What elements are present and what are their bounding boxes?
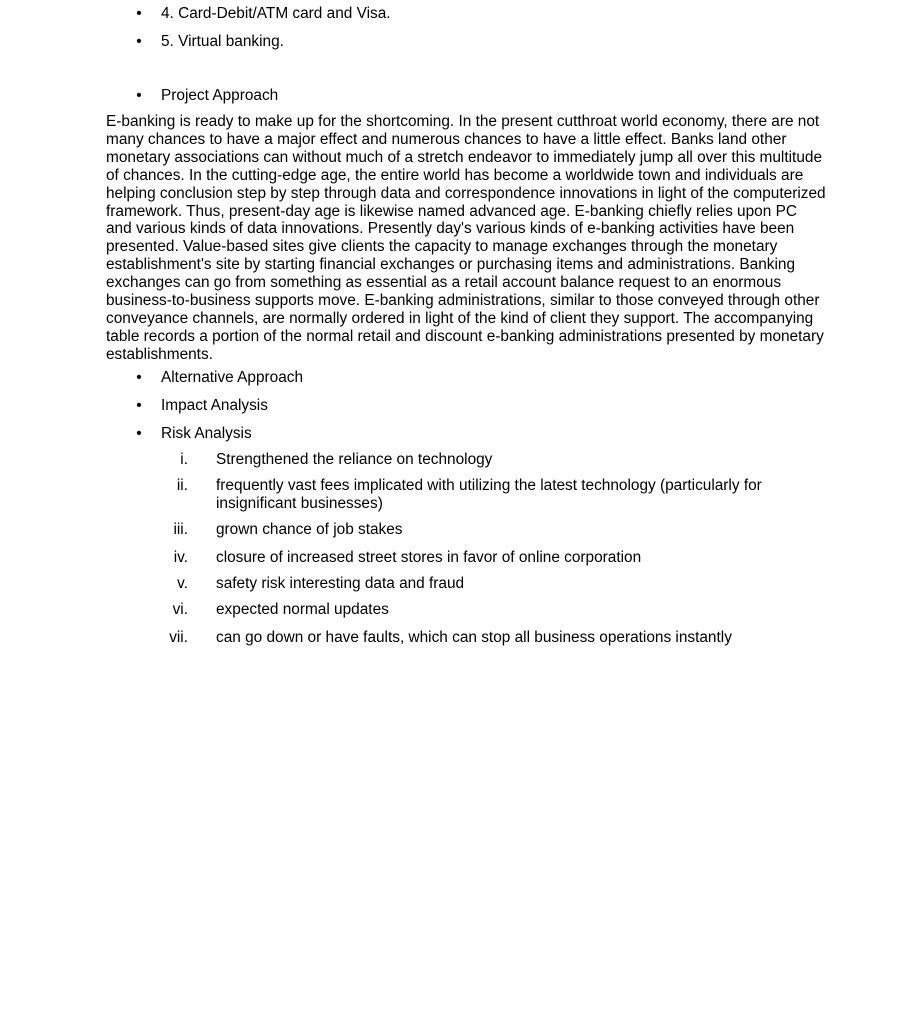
paragraph-line: E-banking is ready to make up for the shortcoming. In the present cutthroat world economy, there are not (106, 113, 820, 130)
list-item-text (216, 601, 796, 619)
list-number: vii. (169, 629, 188, 646)
list-item-text (216, 629, 796, 647)
list-item-text: Impact Analysis (161, 397, 268, 414)
bullet-icon: • (136, 369, 142, 386)
list-item-text (216, 477, 796, 513)
list-number: vi. (172, 601, 188, 618)
paragraph-line: framework. Thus, present-day age is likewise named advanced age. E-banking chiefly relies upon PC (106, 202, 797, 220)
paragraph-line: monetary associations can without much of a stretch endeavor to immediately jump all over this multitude (106, 148, 823, 166)
bullet-icon: • (136, 425, 142, 442)
list-item-text (216, 549, 796, 567)
list-item-line: expected normal updates (216, 601, 389, 618)
bullet-icon: • (136, 5, 142, 22)
paragraph-line: establishments. (106, 345, 213, 363)
list-item-line: can go down or have faults, which can stop all business operations instantly (216, 629, 732, 646)
paragraph-line: exchanges can go from something as essential as a retail account balance request to an enormous (106, 274, 782, 292)
list-number: iii. (173, 521, 188, 538)
paragraph-line: of chances. In the cutting-edge age, the entire world has become a worldwide town and individuals are (106, 166, 804, 184)
list-item-text: Alternative Approach (161, 369, 304, 386)
list-item-line: frequently vast fees implicated with utilizing the latest technology (particularly for (216, 477, 762, 494)
bullet-icon: • (136, 397, 142, 414)
list-item-line: Strengthened the reliance on technology (216, 451, 493, 468)
paragraph-line: conveyance channels, are normally ordered in light of the kind of client they support. The accompanying (106, 309, 814, 327)
list-number: ii. (176, 477, 188, 494)
paragraph-line: and various kinds of data innovations. Presently day's various kinds of e-banking activities have been (106, 220, 795, 238)
list-number: iv. (173, 549, 188, 566)
list-item-line: closure of increased street stores in favor of online corporation (216, 549, 642, 566)
list-item-line: insignificant businesses) (216, 495, 383, 512)
list-item-text: 4. Card-Debit/ATM card and Visa. (161, 5, 391, 22)
list-item-text: 5. Virtual banking. (161, 33, 284, 50)
bullet-icon: • (136, 87, 142, 104)
list-item-line: safety risk interesting data and fraud (216, 575, 465, 592)
list-number: v. (177, 575, 188, 592)
list-item-text (216, 451, 796, 469)
paragraph-line: table records a portion of the normal retail and discount e-banking administrations presented by monetary (106, 327, 824, 345)
list-item-text (216, 575, 796, 593)
list-number: i. (180, 451, 188, 468)
list-item-line: grown chance of job stakes (216, 521, 403, 538)
paragraph-line: establishment's site by starting financial exchanges or purchasing items and administrations. Banking (106, 256, 796, 274)
bullet-icon: • (136, 33, 142, 50)
paragraph-line: business-to-business supports move. E-banking administrations, similar to those conveyed through other (106, 292, 820, 310)
paragraph-line: presented. Value-based sites give clients the capacity to manage exchanges through the monetary (106, 238, 778, 256)
paragraph-line: helping conclusion step by step through data and correspondence innovations in light of the computerized (106, 184, 826, 202)
section-heading-text: Project Approach (161, 87, 279, 104)
list-item-text: Risk Analysis (161, 425, 252, 442)
body-paragraph (106, 113, 830, 364)
paragraph-line: many chances to have a major effect and numerous chances to have a little effect. Banks land other (106, 130, 787, 148)
list-item-text (216, 521, 796, 539)
